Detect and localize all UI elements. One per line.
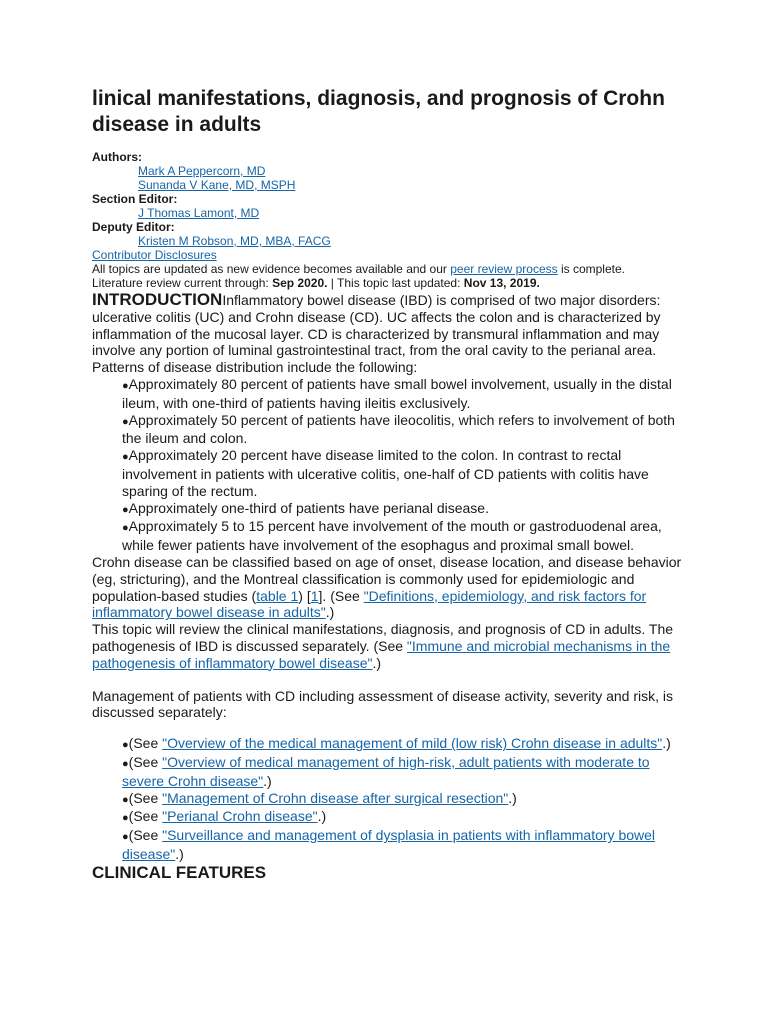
bullet-icon: ● xyxy=(122,739,129,752)
last-updated-label: | This topic last updated: xyxy=(327,276,464,290)
bullet-icon: ● xyxy=(122,793,129,806)
list-item xyxy=(122,790,684,809)
management-paragraph: Management of patients with CD including assessment of disease activity, severity and risk, is discussed separately: xyxy=(92,687,673,721)
peer-review-link[interactable]: peer review process xyxy=(450,262,558,276)
list-item xyxy=(122,518,684,554)
classification-paragraph xyxy=(92,554,684,621)
classification-text: Crohn disease can be classified based on age of onset, disease location, and disease behavior (eg, stricturing), and the Montreal classification is commonly used for epidemiologic and population-based studies ( xyxy=(92,553,682,604)
clinical-features-heading: CLINICAL FEATURES xyxy=(92,862,267,882)
classification-text: ) [ xyxy=(298,587,311,604)
see-prefix: (See xyxy=(128,827,163,844)
bullet-icon: ● xyxy=(122,415,129,428)
article xyxy=(92,86,684,883)
see-link-mild-crohn[interactable]: "Overview of the medical management of mild (low risk) Crohn disease in adults" xyxy=(162,735,663,752)
deputy-editor-label: Deputy Editor: xyxy=(92,220,175,234)
list-item-text: Approximately one-third of patients have perianal disease. xyxy=(128,499,489,516)
review-paragraph xyxy=(92,621,684,671)
review-dates xyxy=(92,276,684,290)
lit-review-date: Sep 2020. xyxy=(272,276,328,290)
classification-text: .) xyxy=(325,604,335,621)
page-title: linical manifestations, diagnosis, and prognosis of Crohn disease in adults xyxy=(92,87,665,136)
see-prefix: (See xyxy=(128,808,163,825)
classification-text: ]. (See xyxy=(318,587,364,604)
bullet-icon: ● xyxy=(122,451,129,464)
list-item xyxy=(122,735,684,754)
review-text: This topic will review the clinical manifestations, diagnosis, and prognosis of CD in adults. The pathogenesis of IBD is discussed separately. (See xyxy=(92,621,674,654)
see-suffix: .) xyxy=(263,772,272,789)
list-item xyxy=(122,500,684,519)
update-notice xyxy=(92,262,684,276)
bullet-icon: ● xyxy=(122,831,129,844)
section-editor-link[interactable]: J Thomas Lamont, MD xyxy=(138,206,260,220)
article-meta xyxy=(92,150,684,290)
intro-paragraph xyxy=(92,292,684,376)
see-prefix: (See xyxy=(128,789,163,806)
update-text-end: is complete. xyxy=(557,262,625,276)
see-also-list xyxy=(92,735,684,863)
list-item-text: Approximately 5 to 15 percent have involvement of the mouth or gastroduodenal area, while fewer patients have involvement of the esophagus and proximal small bowel. xyxy=(122,518,662,554)
intro-text: Inflammatory bowel disease (IBD) is comprised of two major disorders: ulcerative colitis (UC) and Crohn disease (CD). UC affects the colon and is characterized by inflammation of the mucosal layer. CD is characterized by transmural inflammation and may involve any portion of luminal gastrointestinal tract, from the oral cavity to the perianal area. Patterns of disease distribution include the following: xyxy=(92,292,661,376)
bullet-icon: ● xyxy=(122,522,129,535)
definitions-link[interactable]: "Definitions, epidemiology, and risk factors for inflammatory bowel disease in adults" xyxy=(92,587,647,621)
author-link-2[interactable]: Sunanda V Kane, MD, MSPH xyxy=(138,178,296,192)
section-editor-label: Section Editor: xyxy=(92,192,178,206)
bullet-icon: ● xyxy=(122,503,129,516)
list-item xyxy=(122,754,684,790)
authors-label: Authors: xyxy=(92,150,142,164)
distribution-list xyxy=(92,376,684,554)
see-link-perianal[interactable]: "Perianal Crohn disease" xyxy=(162,808,318,825)
list-item xyxy=(122,447,684,499)
see-suffix: .) xyxy=(508,789,517,806)
see-link-dysplasia[interactable]: "Surveillance and management of dysplasia in patients with inflammatory bowel disease" xyxy=(122,827,656,862)
list-item xyxy=(122,376,684,412)
review-text: .) xyxy=(372,654,382,671)
list-item xyxy=(122,827,684,863)
list-item xyxy=(122,412,684,448)
see-link-high-risk[interactable]: "Overview of medical management of high-risk, adult patients with moderate to severe Crohn disease" xyxy=(122,753,650,789)
list-item xyxy=(122,808,684,827)
see-prefix: (See xyxy=(128,735,163,752)
bullet-icon: ● xyxy=(122,812,129,825)
table-1-link[interactable]: table 1 xyxy=(256,587,299,604)
reference-1-link[interactable]: 1 xyxy=(310,587,319,604)
list-item-text: Approximately 80 percent of patients have small bowel involvement, usually in the distal ileum, with one-third of patients having ileitis exclusively. xyxy=(122,375,672,411)
bullet-icon: ● xyxy=(122,757,129,770)
update-text: All topics are updated as new evidence becomes available and our xyxy=(92,262,451,276)
contributor-disclosures-link[interactable]: Contributor Disclosures xyxy=(92,248,217,262)
immune-mechanisms-link[interactable]: "Immune and microbial mechanisms in the pathogenesis of inflammatory bowel disease" xyxy=(92,637,671,671)
last-updated-date: Nov 13, 2019. xyxy=(463,276,540,290)
deputy-editor-link[interactable]: Kristen M Robson, MD, MBA, FACG xyxy=(138,234,331,248)
author-link-1[interactable]: Mark A Peppercorn, MD xyxy=(138,164,266,178)
see-link-surgical-resection[interactable]: "Management of Crohn disease after surgical resection" xyxy=(162,789,509,806)
list-item-text: Approximately 50 percent of patients have ileocolitis, which refers to involvement of both the ileum and colon. xyxy=(122,411,675,447)
see-prefix: (See xyxy=(128,753,163,770)
see-suffix: .) xyxy=(662,735,671,752)
lit-review-label: Literature review current through: xyxy=(92,276,273,290)
list-item-text: Approximately 20 percent have disease limited to the colon. In contrast to rectal involvement in patients with ulcerative colitis, one-half of CD patients with colitis have sparing of the rectum. xyxy=(122,447,649,499)
see-suffix: .) xyxy=(317,808,327,825)
see-suffix: .) xyxy=(175,845,184,862)
bullet-icon: ● xyxy=(122,379,129,392)
intro-heading: INTRODUCTION xyxy=(92,290,223,309)
